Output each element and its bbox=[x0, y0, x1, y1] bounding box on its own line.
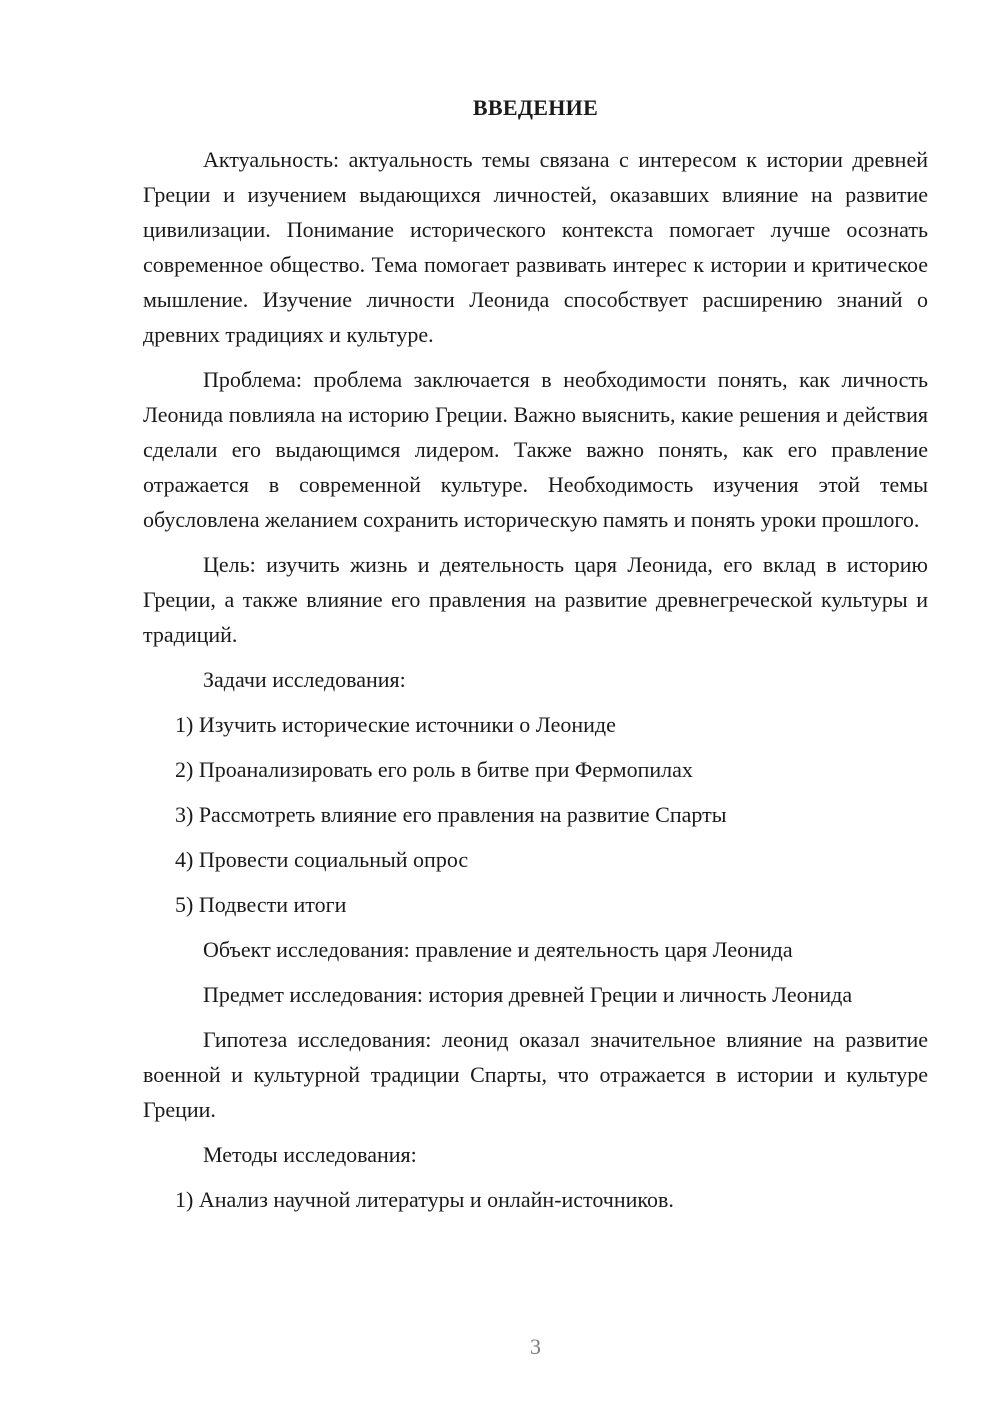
problem-paragraph: Проблема: проблема заключается в необходимости понять, как личность Леонида повлияла на историю Греции. Важно выяснить, какие решения и действия сделали его выдающимся лидером. Также важно понять, как его правление отражается в современной культуре. Необходимость изучения этой темы обусловлена желанием сохранить историческую память и понять уроки прошлого. bbox=[143, 367, 928, 532]
task-item-4: 4) Провести социальный опрос bbox=[175, 847, 469, 872]
task-item-1: 1) Изучить исторические источники о Леониде bbox=[175, 712, 616, 737]
goal-paragraph: Цель: изучить жизнь и деятельность царя Леонида, его вклад в историю Греции, а также влияние его правления на развитие древнегреческой культуры и традиций. bbox=[143, 552, 928, 647]
document-body bbox=[143, 142, 928, 1227]
research-object: Объект исследования: правление и деятельность царя Леонида bbox=[203, 937, 793, 962]
research-hypothesis: Гипотеза исследования: леонид оказал значительное влияние на развитие военной и культурной традиции Спарты, что отражается в истории и культуре Греции. bbox=[143, 1027, 928, 1122]
research-subject: Предмет исследования: история древней Греции и личность Леонида bbox=[203, 982, 853, 1007]
relevance-paragraph: Актуальность: актуальность темы связана с интересом к истории древней Греции и изучением выдающихся личностей, оказавших влияние на развитие цивилизации. Понимание исторического контекста помогает лучше осознать современное общество. Тема помогает развивать интерес к истории и критическое мышление. Изучение личности Леонида способствует расширению знаний о древних традициях и культуре. bbox=[143, 147, 928, 347]
methods-heading: Методы исследования: bbox=[203, 1142, 417, 1167]
task-item-3: 3) Рассмотреть влияние его правления на развитие Спарты bbox=[175, 802, 727, 827]
method-item-1: 1) Анализ научной литературы и онлайн-источников. bbox=[175, 1187, 674, 1212]
tasks-heading: Задачи исследования: bbox=[203, 667, 406, 692]
task-item-2: 2) Проанализировать его роль в битве при Фермопилах bbox=[175, 757, 693, 782]
task-item-5: 5) Подвести итоги bbox=[175, 892, 347, 917]
section-title: ВВЕДЕНИЕ bbox=[472, 95, 599, 120]
document-page bbox=[143, 0, 928, 1414]
page-number: 3 bbox=[530, 1334, 541, 1359]
